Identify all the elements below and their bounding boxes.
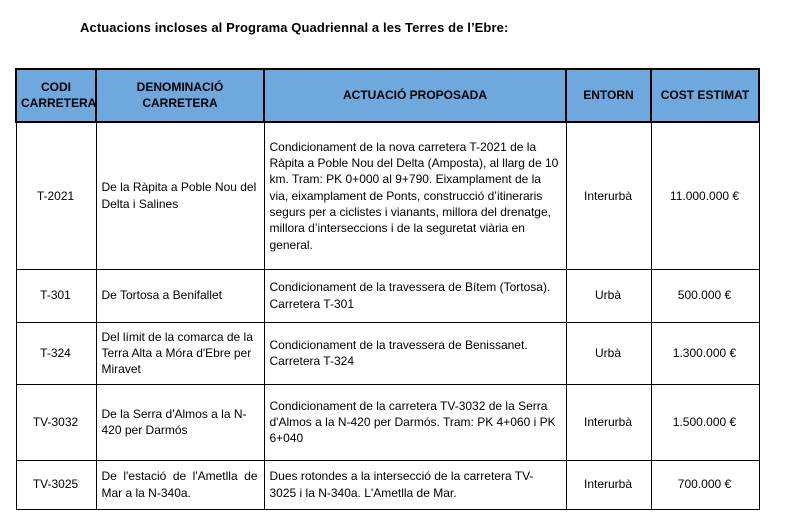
cell-cost: 1.300.000 € [651, 322, 759, 384]
cell-entorn: Urbà [566, 269, 651, 322]
cell-entorn: Urbà [566, 322, 651, 384]
col-header-actuacio-proposada: ACTUACIÓ PROPOSADA [264, 69, 566, 122]
cell-cost: 700.000 € [651, 460, 759, 509]
table-row [16, 384, 759, 460]
col-header-denominacio-carretera: DENOMINACIÓ CARRETERA [96, 69, 264, 122]
cell-denominacio: De l'estació de l'Ametlla de Mar a la N-340a. [96, 460, 264, 509]
cell-denominacio: Del límit de la comarca de la Terra Alta a Móra d'Ebre per Miravet [96, 322, 264, 384]
cell-actuacio: Condicionament de la nova carretera T-2021 de la Ràpita a Poble Nou del Delta (Amposta), al llarg de 10 km. Tram: PK 0+000 al 9+790. Eixamplament de la via, eixamplament de Ponts, construcció d’itineraris segurs per a ciclistes i vianants, millora del drenatge, millora d’interseccions i de la seguretat viària en general. [264, 122, 566, 269]
col-header-cost-estimat: COST ESTIMAT [651, 69, 759, 122]
cell-actuacio: Condicionament de la carretera TV-3032 de la Serra d'Almos a la N-420 per Darmós. Tram: PK 4+060 i PK 6+040 [264, 384, 566, 460]
table-row [16, 122, 759, 269]
cell-entorn: Interurbà [566, 122, 651, 269]
cell-codi: TV-3032 [16, 384, 96, 460]
cell-actuacio: Condicionament de la travessera de Bítem (Tortosa). Carretera T-301 [264, 269, 566, 322]
cell-denominacio: De la Serra d'Almos a la N-420 per Darmós [96, 384, 264, 460]
table-header [16, 69, 759, 122]
col-header-entorn: ENTORN [566, 69, 651, 122]
table-row [16, 460, 759, 509]
header-row [16, 69, 759, 122]
cell-cost: 500.000 € [651, 269, 759, 322]
program-table [15, 68, 760, 510]
cell-entorn: Interurbà [566, 460, 651, 509]
cell-denominacio: De Tortosa a Benifallet [96, 269, 264, 322]
table-body [16, 122, 759, 509]
cell-actuacio: Dues rotondes a la intersecció de la carretera TV-3025 i la N-340a. L'Ametlla de Mar. [264, 460, 566, 509]
cell-codi: TV-3025 [16, 460, 96, 509]
cell-codi: T-324 [16, 322, 96, 384]
cell-cost: 11.000.000 € [651, 122, 759, 269]
cell-denominacio: De la Ràpita a Poble Nou del Delta i Salines [96, 122, 264, 269]
table-row [16, 269, 759, 322]
cell-entorn: Interurbà [566, 384, 651, 460]
cell-codi: T-301 [16, 269, 96, 322]
page-title: Actuacions incloses al Programa Quadriennal a les Terres de l’Ebre: [80, 20, 509, 35]
table-row [16, 322, 759, 384]
cell-cost: 1.500.000 € [651, 384, 759, 460]
col-header-codi-carretera: CODI CARRETERA [16, 69, 96, 122]
cell-codi: T-2021 [16, 122, 96, 269]
cell-actuacio: Condicionament de la travessera de Benissanet. Carretera T-324 [264, 322, 566, 384]
